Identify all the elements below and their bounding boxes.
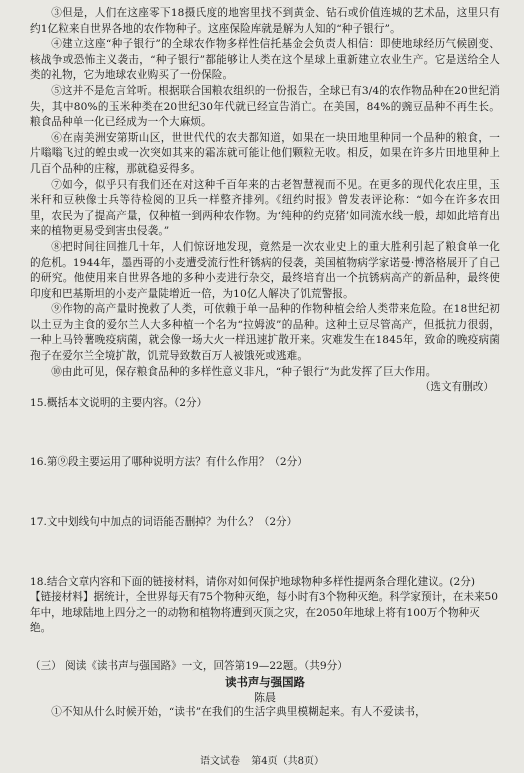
- link-material: 【链接材料】据统计，全世界每天有75个物种灭绝，每小时有3个物种灭绝。科学家预计，在未来50年中，地球陆地上四分之一的动物和植物将遭到灭顶之灾，在2050年地球上将有100万个物种灭绝。: [30, 591, 499, 635]
- section-3-paragraph-1: ①不知从什么时候开始，“读书”在我们的生活字典里模糊起来。有人不爱读书，: [51, 705, 426, 718]
- paragraph-10: ⑩由此可见，保存粮食品种的多样性意义非凡，“种子银行”为此发挥了巨大作用。: [51, 365, 437, 378]
- article-author: 陈晨: [254, 690, 276, 704]
- paragraph-8: ⑧把时间往回推几十年，人们惊讶地发现，竟然是一次农业史上的重大胜利引起了粮食单一化的危机。1944年，墨西哥的小麦遭受流行性秆锈病的侵袭，美国植物病学家诺曼·博洛格展开了自己的研究。他使用来自世界各地的多种小麦进行杂交，最终培育出一个抗锈病高产的新品种，最终使印度和巴基斯坦的小麦产量陡增近一倍，为10亿人解决了饥荒警报。: [30, 240, 500, 300]
- paragraph-7: ⑦如今，似乎只有我们还在对这种千百年来的古老智慧视而不见。在更多的现代化农庄里，玉米秆和豆秧像士兵等待检阅的卫兵一样整齐排列。《纽约时报》曾发表评论称：“如今在许多农田里，农民为了提高产量，仅种植一到两种农作物。为‘纯种的约克猪’如同流水线一般，却如此培育出来的植物更易受到害虫侵袭。”: [30, 178, 500, 238]
- paragraph-9: ⑨作物的高产量时挽救了人类，可依赖于单一品种的作物种植会给人类带来危险。在18世纪初以土豆为主食的爱尔兰人大多种植一个名为“拉姆波”的品种。这种土豆尽管高产，但抵抗力很弱，一种上马铃薯晚疫病菌，就会像一场大火一样迅速扩散开来。灾难发生在1845年，致命的晚疫病菌孢子在爱尔兰全境扩散，饥荒导致数百万人被饿死或逃难。: [30, 303, 500, 363]
- source-note: （选文有删改）: [419, 381, 494, 394]
- question-16: 16.第⑨段主要运用了哪种说明方法？有什么作用？（2分）: [30, 456, 308, 469]
- question-17: 17.文中划线句中加点的词语能否删掉？为什么？（2分）: [30, 516, 298, 529]
- question-15: 15.概括本文说明的主要内容。（2分）: [30, 396, 208, 409]
- question-18: 18.结合文章内容和下面的链接材料，请你对如何保护地球物种多样性提两条合理化建议。(2分): [30, 575, 476, 588]
- paragraph-3: ③但是，人们在这座零下18摄氏度的地窖里找不到黄金、钻石或价值连城的艺术品，这里只有约1亿粒来自世界各地的农作物种子。这座保险库就是解为人知的“种子银行”。: [30, 7, 500, 35]
- footer-page-number: 第4页（共8页）: [251, 756, 324, 767]
- article-title: 读书声与强国路: [225, 674, 305, 689]
- page-footer: [0, 752, 524, 767]
- paragraph-5: ⑤这并不是危言耸听。根据联合国粮农组织的一份报告，全球已有3/4的农作物品种在20世纪消失，其中80%的玉米种类在20世纪30年代就已经宣告消亡。在美国，84%的豌豆品种不再生长。粮食品种单一化已经成为一个大麻烦。: [30, 84, 500, 129]
- section-3-intro: （三） 阅读《读书声与强国路》一文，回答第19—22题。（共9分）: [30, 660, 348, 672]
- paragraph-6: ⑥在南美洲安第斯山区，世世代代的农夫都知道，如果在一块田地里种同一个品种的粮食，一片嗡嗡飞过的蝗虫或一次突如其来的霜冻就可能让他们颗粒无收。相反，如果在许多片田地里种上几百个品种的庄稼，那就稳妥得多。: [30, 131, 500, 175]
- footer-subject: 语文试卷: [200, 756, 241, 767]
- paragraph-4: ④建立这座“种子银行”的全球农作物多样性信托基金会负责人相信：即使地球经历气候剧变、核战争或恐怖主义袭击，“种子银行”都能够让人类在这个星球上重新建立农业生产。它是送给全人类的礼物，它为地球农业购买了一份保险。: [30, 38, 500, 82]
